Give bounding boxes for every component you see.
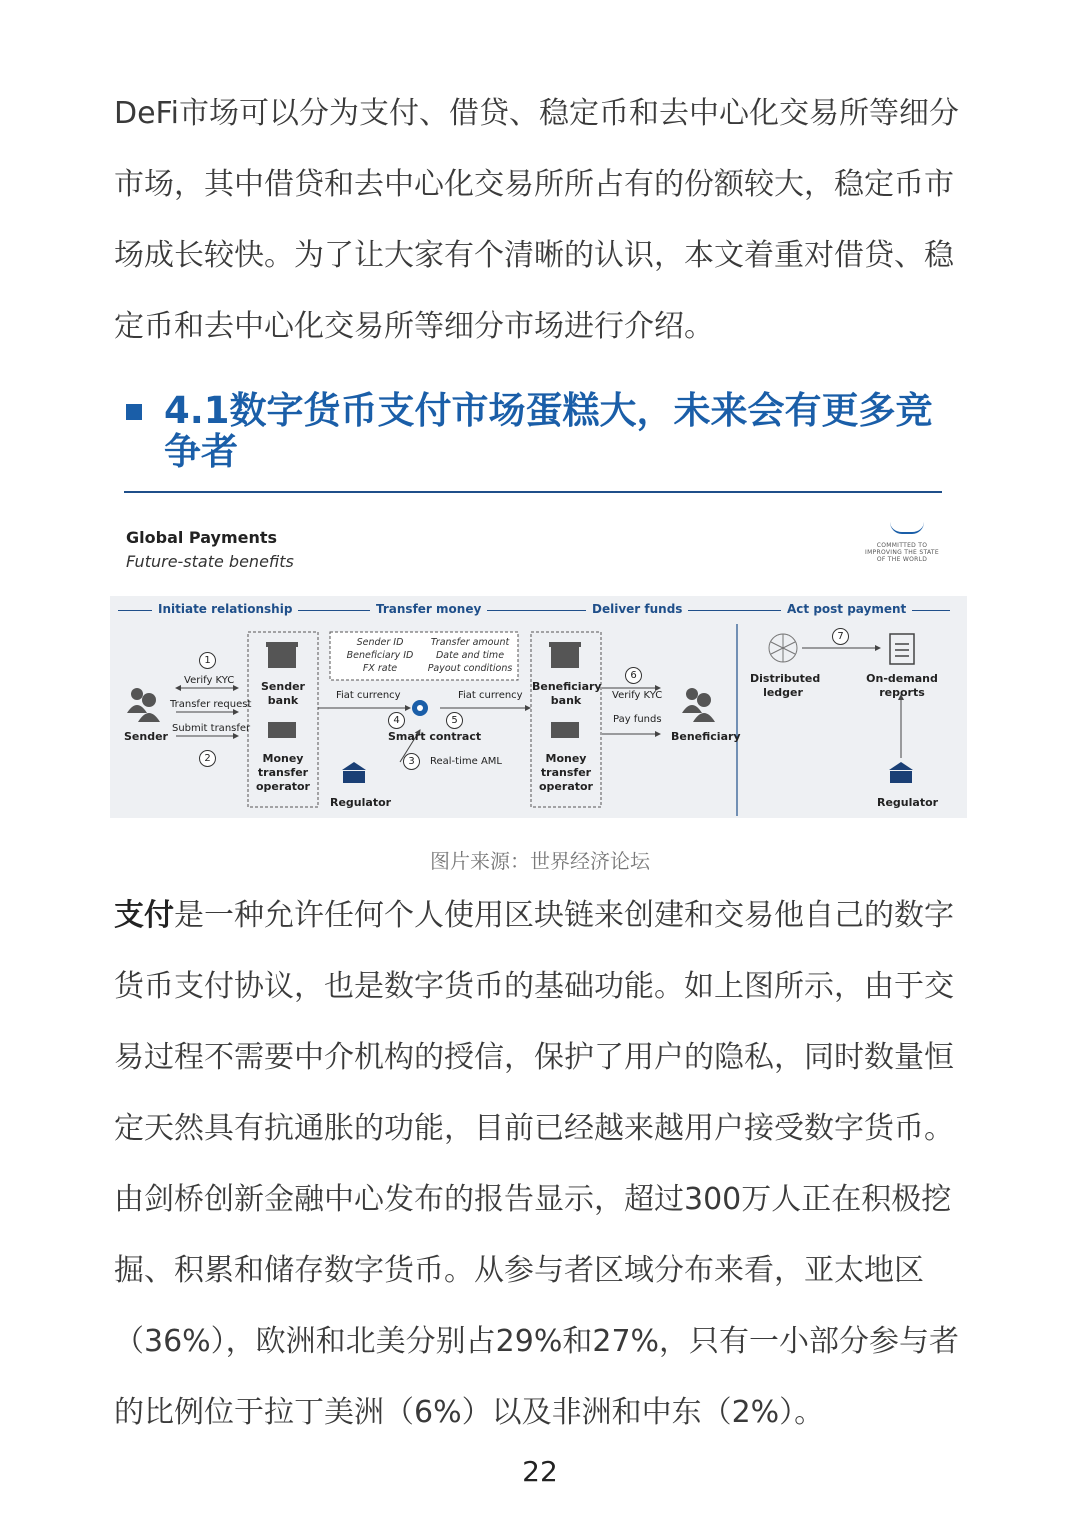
contract-term: FX rate: [362, 663, 398, 674]
payments-paragraph: [114, 880, 974, 1448]
transfer-request-label: Transfer request: [170, 699, 252, 710]
mto-right-label: Money transfer operator: [539, 752, 593, 793]
figure-caption: 图片来源：世界经济论坛: [430, 849, 650, 873]
sender-icon: [127, 688, 160, 722]
mto-left-label: Money transfer operator: [256, 752, 310, 793]
fiat-currency-right-label: Fiat currency: [458, 690, 523, 701]
contract-term: Transfer amount: [430, 637, 510, 648]
payments-text: 是一种允许任何个人使用区块链来创建和交易他自己的数字货币支付协议，也是数字货币的基础功能。如上图所示，由于交易过程不需要中介机构的授信，保护了用户的隐私，同时数量恒定天然具有抗通胀的功能，目前已经越来越用户接受数字货币。由剑桥创新金融中心发布的报告显示，超过300万人正在积极挖掘、积累和储存数字货币。从参与者区域分布来看，亚太地区（36%），欧洲和北美分别占29%和27%，只有一小部分参与者的比例位于拉丁美洲（6%）以及非洲和中东（2%）。: [114, 898, 960, 1430]
step-6-badge: 6: [625, 667, 642, 684]
distributed-ledger-label: Distributed ledger: [750, 672, 821, 699]
phase-transfer: Transfer money: [370, 602, 487, 616]
contract-term: Beneficiary ID: [346, 650, 414, 661]
step-1-badge: 1: [199, 652, 216, 669]
phase-initiate: Initiate relationship: [152, 602, 298, 616]
sender-bank-label: Sender bank: [261, 680, 305, 707]
beneficiary-icon: [682, 688, 715, 722]
payments-term: 支付: [114, 898, 174, 933]
beneficiary-label: Beneficiary: [671, 730, 741, 743]
bullet-square-icon: [126, 404, 142, 420]
sender-bank-icon: [266, 642, 298, 668]
figure-title: Global Payments: [126, 528, 278, 547]
logo-tagline: COMMITTED TO IMPROVING THE STATE OF THE WORLD: [865, 542, 939, 563]
beneficiary-bank-icon: [549, 642, 581, 668]
beneficiary-bank-label: Beneficiary bank: [532, 680, 602, 707]
global-payments-figure: [110, 520, 967, 818]
contract-term: Payout conditions: [427, 663, 513, 674]
figure-subtitle: Future-state benefits: [126, 552, 294, 571]
report-icon: [890, 634, 914, 664]
regulator-left-label: Regulator: [330, 796, 392, 809]
fiat-currency-left-label: Fiat currency: [336, 690, 401, 701]
step-4-badge: 4: [388, 712, 405, 729]
verify-kyc-right-label: Verify KYC: [612, 690, 663, 701]
intro-paragraph: DeFi市场可以分为支付、借贷、稳定币和去中心化交易所等细分市场，其中借贷和去中心化交易所所占有的份额较大，稳定币市场成长较快。为了让大家有个清晰的认识，本文着重对借贷、稳定币和去中心化交易所等细分市场进行介绍。: [114, 96, 959, 344]
phase-deliver: Deliver funds: [586, 602, 688, 616]
contract-term: Sender ID: [356, 637, 404, 648]
submit-transfer-label: Submit transfer: [172, 723, 251, 734]
pay-funds-label: Pay funds: [613, 714, 662, 725]
step-5-badge: 5: [446, 712, 463, 729]
mto-icon-left: [268, 722, 296, 738]
mto-icon-right: [551, 722, 579, 738]
verify-kyc-left-label: Verify KYC: [184, 675, 235, 686]
phase-post: Act post payment: [781, 602, 912, 616]
on-demand-reports-label: On-demand reports: [866, 672, 938, 699]
distributed-ledger-icon: [769, 634, 797, 662]
real-time-aml-label: Real-time AML: [430, 756, 502, 767]
step-3-badge: 3: [403, 753, 420, 770]
smart-contract-label: Smart contract: [388, 730, 482, 743]
step-2-badge: 2: [199, 750, 216, 767]
heading-divider: [124, 491, 942, 493]
regulator-right-label: Regulator: [877, 796, 939, 809]
contract-term: Date and time: [435, 650, 505, 661]
step-7-badge: 7: [832, 628, 849, 645]
regulator-icon-left: [342, 762, 366, 783]
page-number: 22: [522, 1455, 558, 1488]
sender-label: Sender: [124, 730, 168, 743]
section-title: 4.1数字货币支付市场蛋糕大，未来会有更多竞争者: [164, 389, 933, 473]
regulator-icon-right: [889, 762, 913, 783]
